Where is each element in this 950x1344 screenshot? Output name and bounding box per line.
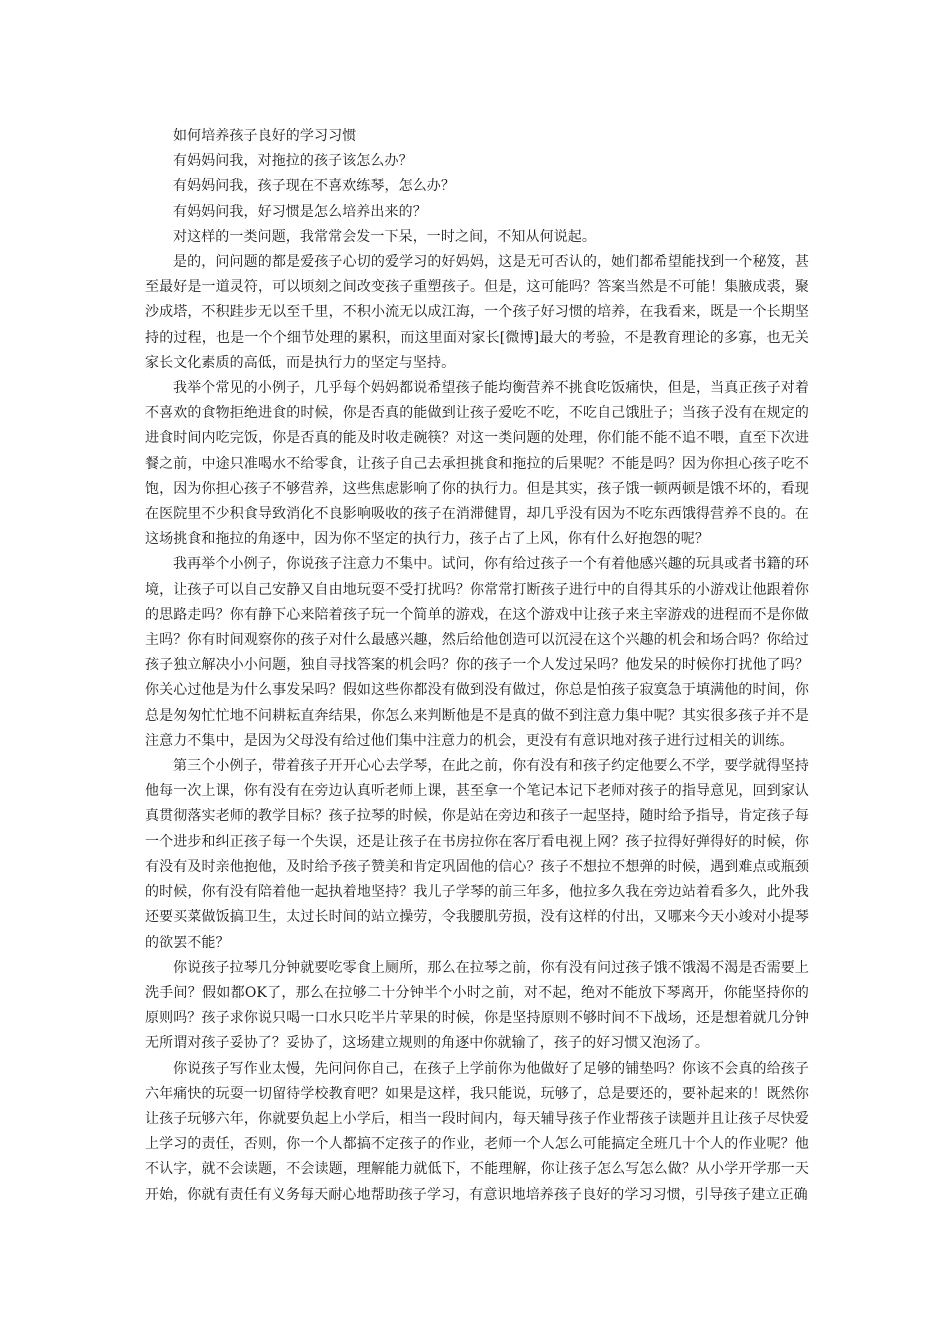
paragraph: 我再举个小例子，你说孩子注意力不集中。试问，你有给过孩子一个有着他感兴趣的玩具或者书籍的环境，让孩子可以自己安静又自由地玩耍不受打扰吗？你常常打断孩子进行中的自得其乐的小游戏让他跟着你的思路走吗？你有静下心来陪着孩子玩一个简单的游戏，在这个游戏中让孩子来主宰游戏的进程而不是你做主吗？你有时间观察你的孩子对什么最感兴趣，然后给他创造可以沉浸在这个兴趣的机会和场合吗？你给过孩子独立解决小小问题，独自寻找答案的机会吗？你的孩子一个人发过呆吗？他发呆的时候你打扰他了吗？你关心过他是为什么事发呆吗？假如这些你都没有做到没有做过，你总是怕孩子寂寞急于填满他的时间，你总是匆匆忙忙地不问耕耘直奔结果，你怎么来判断他是不是真的做不到注意力集中呢？其实很多孩子并不是注意力不集中，是因为父母没有给过他们集中注意力的机会，更没有有意识地对孩子进行过相关的训练。 xyxy=(145,556,809,749)
paragraph: 有妈妈问我，好习惯是怎么培养出来的？ xyxy=(173,203,427,220)
paragraph: 第三个小例子，带着孩子开开心心去学琴，在此之前，你有没有和孩子约定他要么不学，要学就得坚持他每一次上课，你有没有在旁边认真听老师上课，甚至拿一个笔记本记下老师对孩子的指导意见，回到家认真贯彻落实老师的教学目标？孩子拉琴的时候，你是站在旁边和孩子一起坚持，随时给予指导，肯定孩子每一个进步和纠正孩子每一个失误，还是让孩子在书房拉你在客厅看电视上网？孩子拉得好弹得好的时候，你有没有及时亲他抱他，及时给予孩子赞美和肯定巩固他的信心？孩子不想拉不想弹的时候，遇到难点或瓶颈的时候，你有没有陪着他一起执着地坚持？我儿子学琴的前三年多，他拉多久我在旁边站着看多久，此外我还要买菜做饭搞卫生，太过长时间的站立操劳，令我腰肌劳损，没有这样的付出，又哪来今天小竣对小提琴的欲罢不能？ xyxy=(145,758,809,951)
document-body xyxy=(145,124,809,1208)
paragraph: 对这样的一类问题，我常常会发一下呆，一时之间，不知从何说起。 xyxy=(173,228,596,245)
paragraph: 你说孩子写作业太慢，先问问你自己，在孩子上学前你为他做好了足够的铺垫吗？你该不会真的给孩子六年痛快的玩耍一切留待学校教育吧？如果是这样，我只能说，玩够了，总是要还的，要补起来的！既然你让孩子玩够六年，你就要负起上小学后，相当一段时间内，每天辅导孩子作业帮孩子读题并且让孩子尽快爱上学习的责任，否则，你一个人都搞不定孩子的作业，老师一个人怎么可能搞定全班几十个人的作业呢？他不认字，就不会读题，不会读题，理解能力就低下，不能理解，你让孩子怎么写怎么做？从小学开学那一天开始，你就有责任有义务每天耐心地帮助孩子学习，有意识地培养孩子良好的学习习惯，引导孩子建立正确 xyxy=(145,1060,809,1203)
paragraph: 是的，问问题的都是爱孩子心切的爱学习的好妈妈，这是无可否认的，她们都希望能找到一个秘笈，甚至最好是一道灵符，可以顷刻之间改变孩子重塑孩子。但是，这可能吗？答案当然是不可能！集腋成裘，聚沙成塔，不积跬步无以至千里，不积小流无以成江海，一个孩子好习惯的培养，在我看来，既是一个长期坚持的过程，也是一个个细节处理的累积，而这里面对家长[微博]最大的考验，不是教育理论的多寡，也无关家长文化素质的高低，而是执行力的坚定与坚持。 xyxy=(145,254,809,371)
paragraph: 有妈妈问我，孩子现在不喜欢练琴，怎么办？ xyxy=(173,178,455,195)
paragraph: 我举个常见的小例子，几乎每个妈妈都说希望孩子能均衡营养不挑食吃饭痛快，但是，当真正孩子对着不喜欢的食物拒绝进食的时候，你是否真的能做到让孩子爱吃不吃，不吃自己饿肚子；当孩子没有在规定的进食时间内吃完饭，你是否真的能及时收走碗筷？对这一类问题的处理，你们能不能不追不喂，直至下次进餐之前，中途只准喝水不给零食，让孩子自己去承担挑食和拖拉的后果呢？不能是吗？因为你担心孩子吃不饱，因为你担心孩子不够营养，这些焦虑影响了你的执行力。但是其实，孩子饿一顿两顿是饿不坏的，看现在医院里不少积食导致消化不良影响吸收的孩子在消滞健胃，却几乎没有因为不吃东西饿得营养不良的。在这场挑食和拖拉的角逐中，因为你不坚定的执行力，孩子占了上风，你有什么好抱怨的呢？ xyxy=(145,380,809,548)
paragraph: 你说孩子拉琴几分钟就要吃零食上厕所，那么在拉琴之前，你有没有问过孩子饿不饿渴不渴是否需要上洗手间？假如都OK了，那么在拉够二十分钟半个小时之前，对不起，绝对不能放下琴离开，你能坚持你的原则吗？孩子求你说只喝一口水只吃半片苹果的时候，你是坚持原则不够时间不下战场，还是想着就几分钟无所谓对孩子妥协了？妥协了，这场建立规则的角逐中你就输了，孩子的好习惯又泡汤了。 xyxy=(145,959,809,1052)
document-title: 如何培养孩子良好的学习习惯 xyxy=(173,128,357,144)
paragraph: 有妈妈问我，对拖拉的孩子该怎么办？ xyxy=(173,153,413,170)
